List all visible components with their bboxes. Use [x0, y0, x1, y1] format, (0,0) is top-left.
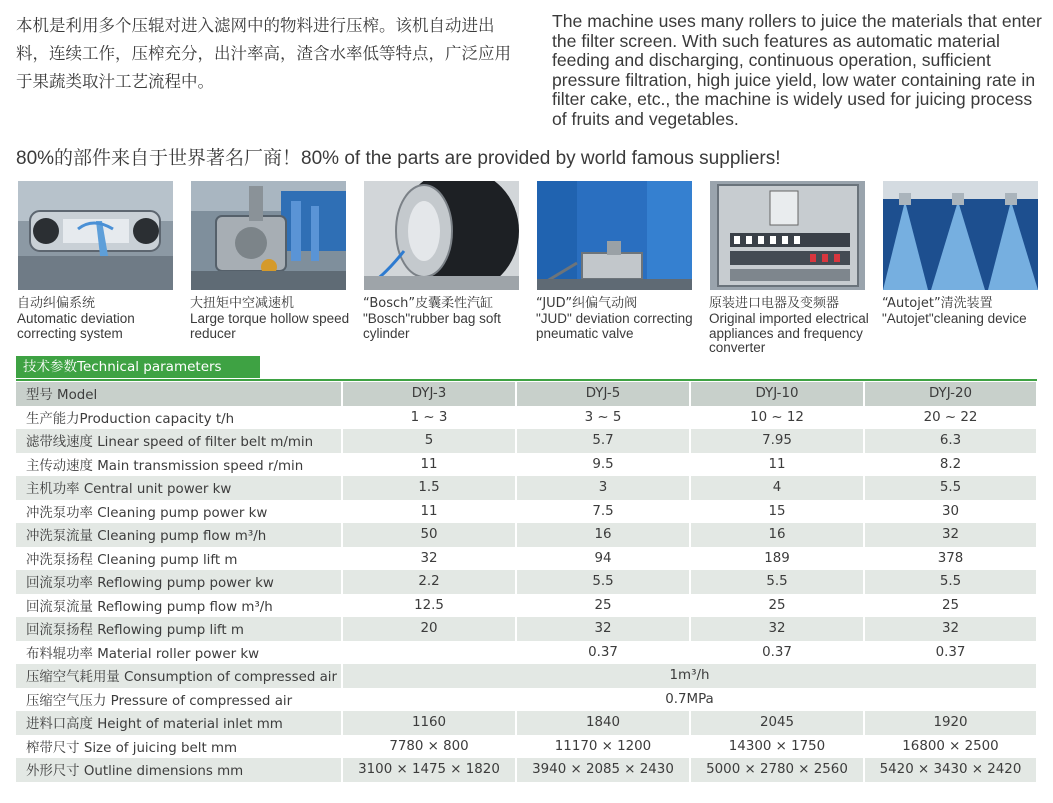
parameter-value: 5.7 [516, 429, 690, 453]
parameter-value: 189 [690, 547, 864, 571]
parameter-label: 进料口高度 Height of material inlet mm [16, 711, 342, 735]
parameter-value: 0.37 [864, 641, 1037, 665]
parameter-value: 5420 × 3430 × 2420 [864, 758, 1037, 782]
header-model: DYJ-20 [864, 382, 1037, 406]
parameter-value: 16 [690, 523, 864, 547]
parameter-value: 1 ~ 3 [342, 406, 516, 430]
caption-cn: 原装进口电器及变频器 [709, 296, 840, 311]
photo-electrical-cabinet [710, 181, 865, 290]
parameter-value: 32 [342, 547, 516, 571]
table-row [16, 735, 1037, 759]
parameter-value: 7780 × 800 [342, 735, 516, 759]
parameter-label: 回流泵功率 Reflowing pump power kw [16, 570, 342, 594]
caption-jud-valve [536, 296, 702, 341]
caption-en: "JUD" deviation correcting pneumatic valve [536, 311, 693, 341]
section-divider [16, 379, 1037, 381]
intro-chinese: 本机是利用多个压辊对进入滤网中的物料进行压榨。该机自动进出料，连续工作，压榨充分，出汁率高，渣含水率低等特点，广泛应用于果蔬类取汁工艺流程中。 [16, 16, 511, 91]
table-row [16, 617, 1037, 641]
caption-cn: “Autojet”清洗装置 [882, 296, 993, 311]
parameter-label: 滤带线速度 Linear speed of filter belt m/min [16, 429, 342, 453]
parameter-value: 2.2 [342, 570, 516, 594]
parameter-value: 9.5 [516, 453, 690, 477]
parameter-value: 94 [516, 547, 690, 571]
table-row [16, 758, 1037, 782]
parameter-value [342, 641, 516, 665]
parameter-value: 32 [690, 617, 864, 641]
parameter-value: 8.2 [864, 453, 1037, 477]
table-row [16, 570, 1037, 594]
parameter-value: 5.5 [864, 570, 1037, 594]
photo-deviation-correcting-system [18, 181, 173, 290]
table-row [16, 641, 1037, 665]
parameter-label: 压缩空气耗用量 Consumption of compressed air [16, 664, 342, 688]
table-row [16, 547, 1037, 571]
caption-cn: “Bosch”皮囊柔性汽缸 [363, 296, 494, 311]
header-label: 型号 Model [16, 382, 342, 406]
parameter-value: 11 [342, 453, 516, 477]
caption-en: Automatic deviation correcting system [17, 311, 135, 341]
parameter-label: 冲洗泵功率 Cleaning pump power kw [16, 500, 342, 524]
parameter-label: 回流泵扬程 Reflowing pump lift m [16, 617, 342, 641]
parameter-label: 生产能力Production capacity t/h [16, 406, 342, 430]
table-row [16, 711, 1037, 735]
parameter-value: 25 [690, 594, 864, 618]
parameter-label: 外形尺寸 Outline dimensions mm [16, 758, 342, 782]
parameter-value: 3940 × 2085 × 2430 [516, 758, 690, 782]
parameter-label: 主传动速度 Main transmission speed r/min [16, 453, 342, 477]
table-row [16, 594, 1037, 618]
parameter-value: 1920 [864, 711, 1037, 735]
caption-en: Large torque hollow speed reducer [190, 311, 350, 341]
section-title: 技术参数Technical parameters [16, 356, 260, 378]
parameter-value: 15 [690, 500, 864, 524]
parameter-value: 11170 × 1200 [516, 735, 690, 759]
parameter-value: 2045 [690, 711, 864, 735]
parameter-value: 0.37 [516, 641, 690, 665]
parameter-value: 4 [690, 476, 864, 500]
parameter-value: 3 [516, 476, 690, 500]
parameter-label: 布料辊功率 Material roller power kw [16, 641, 342, 665]
parameter-value: 11 [342, 500, 516, 524]
parameter-value: 11 [690, 453, 864, 477]
parameter-label: 回流泵流量 Reflowing pump flow m³/h [16, 594, 342, 618]
parameter-value: 10 ~ 12 [690, 406, 864, 430]
photo-jud-valve [537, 181, 692, 290]
parameter-value: 32 [516, 617, 690, 641]
table-row [16, 453, 1037, 477]
photo-speed-reducer [191, 181, 346, 290]
parameter-value: 5000 × 2780 × 2560 [690, 758, 864, 782]
parameter-value: 3 ~ 5 [516, 406, 690, 430]
parameter-value: 25 [516, 594, 690, 618]
parameter-value: 32 [864, 617, 1037, 641]
parameter-value: 1.5 [342, 476, 516, 500]
parameter-value: 14300 × 1750 [690, 735, 864, 759]
table-row [16, 429, 1037, 453]
table-row [16, 406, 1037, 430]
caption-cn: 大扭矩中空减速机 [190, 296, 295, 311]
table-header-row [16, 382, 1037, 406]
parameter-value: 16 [516, 523, 690, 547]
parameter-value: 3100 × 1475 × 1820 [342, 758, 516, 782]
parameter-value: 1160 [342, 711, 516, 735]
table-row [16, 664, 1037, 688]
parameter-label: 冲洗泵流量 Cleaning pump flow m³/h [16, 523, 342, 547]
caption-electrical-cabinet [709, 296, 875, 356]
header-model: DYJ-10 [690, 382, 864, 406]
table-row [16, 500, 1037, 524]
parameter-value: 25 [864, 594, 1037, 618]
parameter-label: 冲洗泵扬程 Cleaning pump lift m [16, 547, 342, 571]
caption-en: "Bosch"rubber bag soft cylinder [363, 311, 501, 341]
parameter-value: 7.5 [516, 500, 690, 524]
intro-english: The machine uses many rollers to juice the materials that enter the filter screen. With such features as automatic material feeding and discharging, continuous operation, sufficient pressure filtration, high juice yield, low water containing rate in filter cake, etc., the machine is widely used for juicing process of fruits and vegetables. [552, 11, 1042, 129]
table-row [16, 688, 1037, 712]
parameter-label: 榨带尺寸 Size of juicing belt mm [16, 735, 342, 759]
parameter-value: 1840 [516, 711, 690, 735]
parameter-value: 5.5 [516, 570, 690, 594]
parameter-value: 16800 × 2500 [864, 735, 1037, 759]
parameter-value: 6.3 [864, 429, 1037, 453]
suppliers-note: 80%的部件来自于世界著名厂商！80% of the parts are provided by world famous suppliers! [16, 148, 781, 169]
header-model: DYJ-3 [342, 382, 516, 406]
technical-parameters-table [16, 382, 1038, 782]
caption-cn: “JUD”纠偏气动阀 [536, 296, 638, 311]
parameter-value: 50 [342, 523, 516, 547]
parameter-value: 5 [342, 429, 516, 453]
photo-autojet-nozzles [883, 181, 1038, 290]
parameter-label: 压缩空气压力 Pressure of compressed air [16, 688, 342, 712]
parameter-value: 12.5 [342, 594, 516, 618]
caption-autojet-nozzles [882, 296, 1048, 327]
caption-en: Original imported electrical appliances and frequency converter [709, 311, 869, 355]
parameter-value: 32 [864, 523, 1037, 547]
parameter-value: 7.95 [690, 429, 864, 453]
caption-en: "Autojet"cleaning device [882, 311, 1027, 326]
parameter-label: 主机功率 Central unit power kw [16, 476, 342, 500]
caption-deviation-correcting-system [17, 296, 183, 341]
parameter-value: 0.37 [690, 641, 864, 665]
parameter-value: 5.5 [864, 476, 1037, 500]
caption-cn: 自动纠偏系统 [17, 296, 96, 311]
parameter-value-merged: 0.7MPa [342, 688, 1037, 712]
photo-bosch-cylinder [364, 181, 519, 290]
table-row [16, 523, 1037, 547]
parameter-value: 30 [864, 500, 1037, 524]
parameter-value: 5.5 [690, 570, 864, 594]
header-model: DYJ-5 [516, 382, 690, 406]
parameter-value: 20 ~ 22 [864, 406, 1037, 430]
parameter-value: 20 [342, 617, 516, 641]
caption-speed-reducer [190, 296, 356, 341]
parameter-value-merged: 1m³/h [342, 664, 1037, 688]
parameter-value: 378 [864, 547, 1037, 571]
table-row [16, 476, 1037, 500]
caption-bosch-cylinder [363, 296, 529, 341]
